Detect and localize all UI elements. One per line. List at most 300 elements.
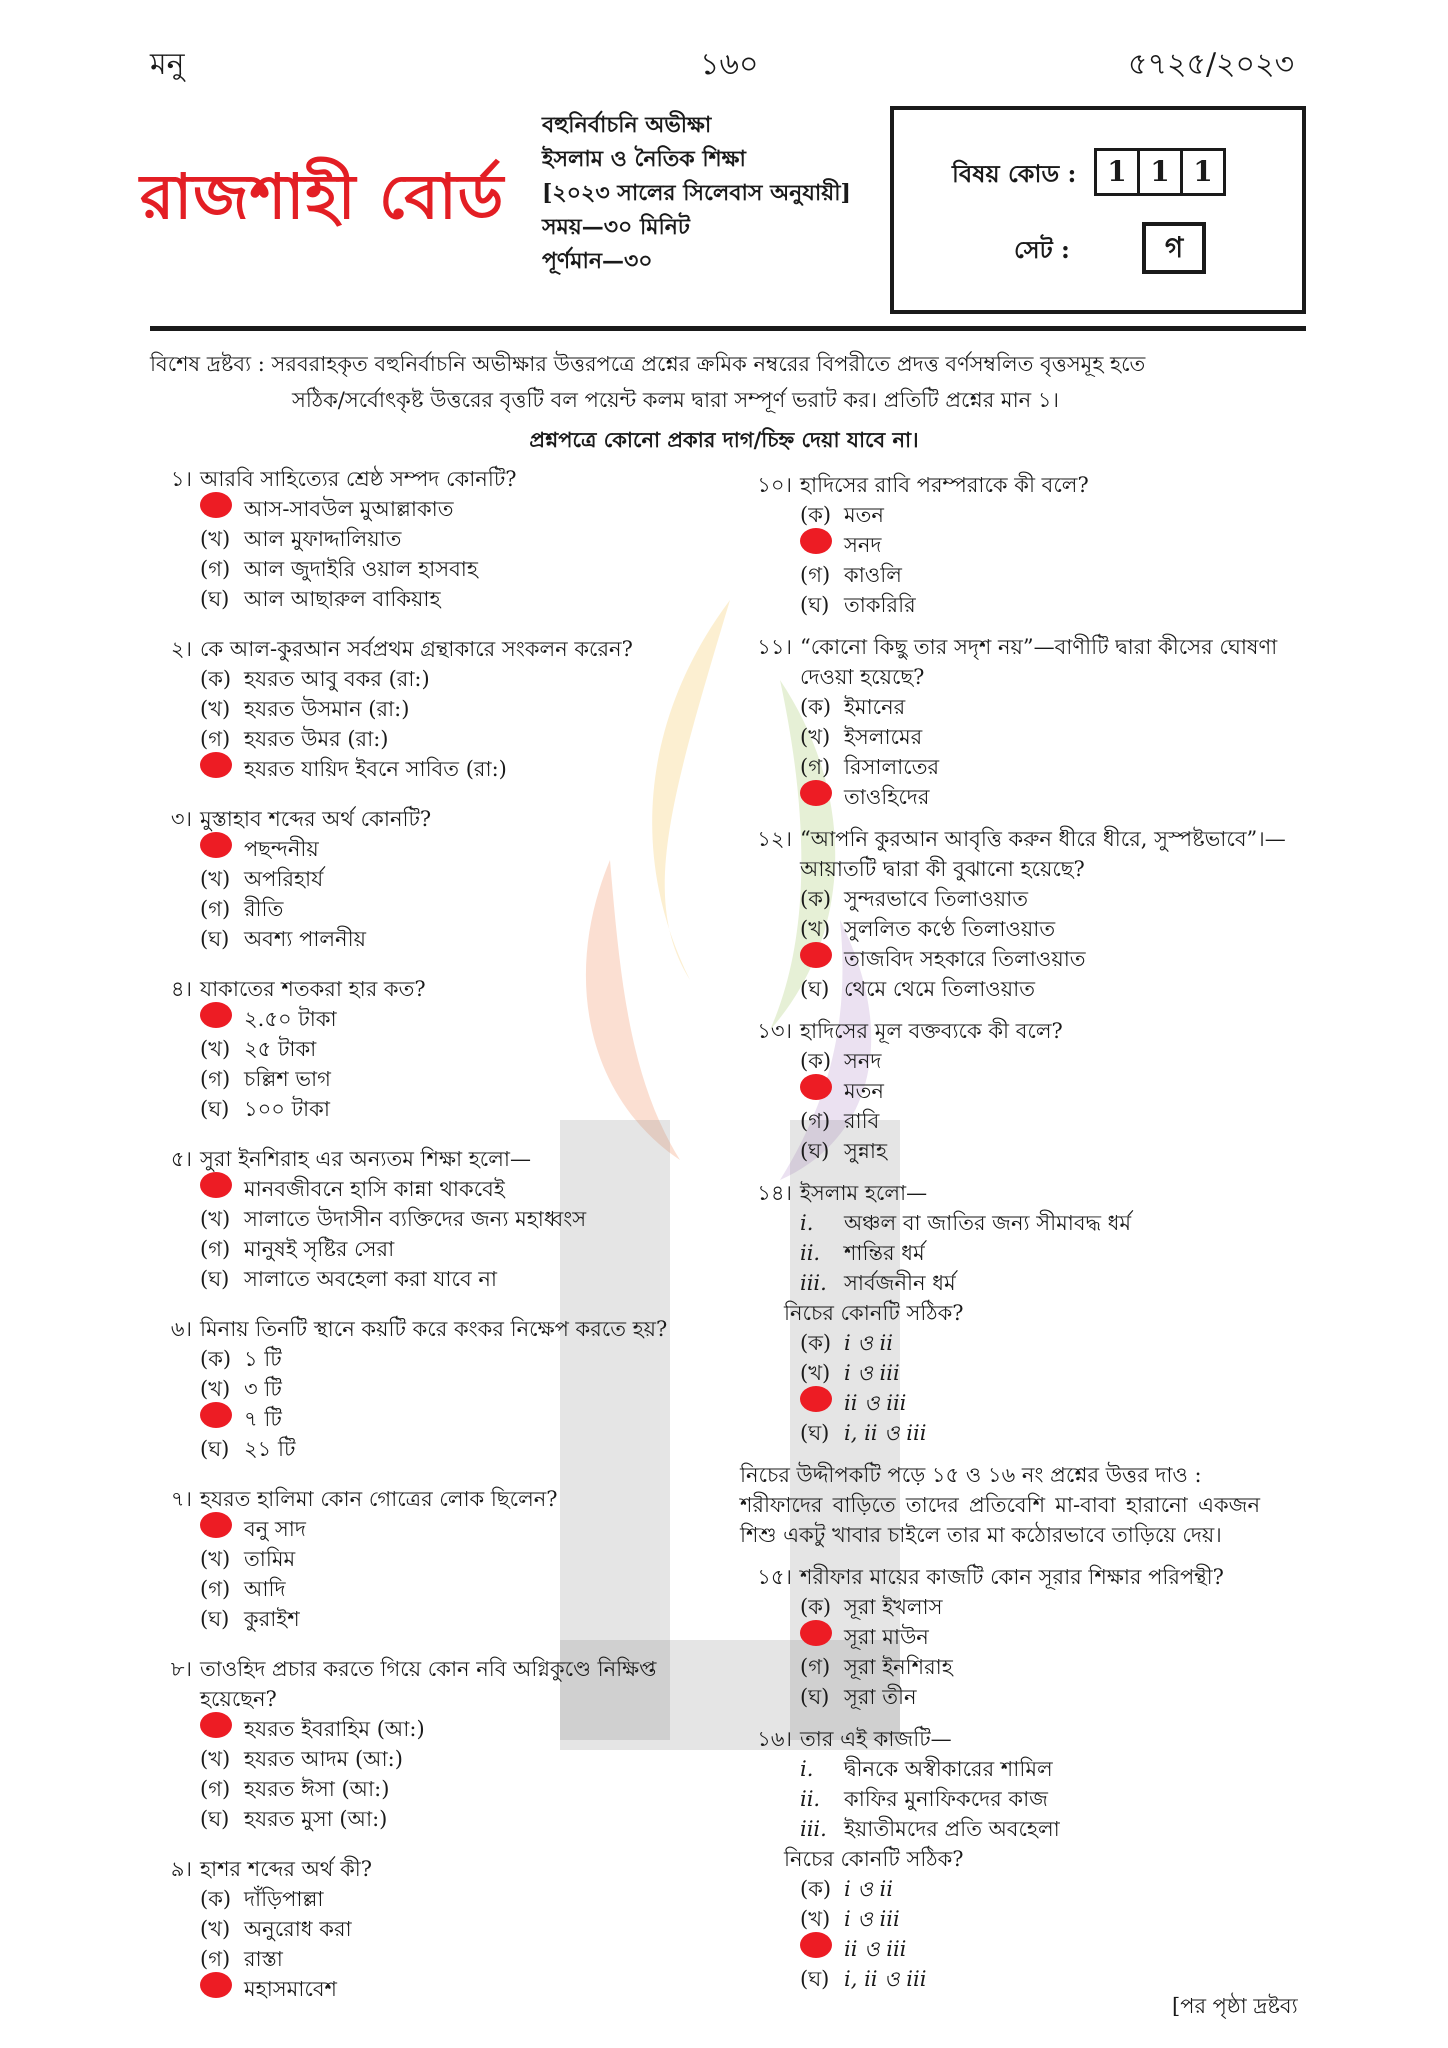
filled-answer-bubble (800, 1074, 844, 1108)
question-number: ১০। (757, 473, 792, 497)
question-number: ২। (170, 637, 192, 661)
question (140, 804, 700, 954)
filled-bubble-icon (200, 1512, 232, 1538)
answer-option (200, 1374, 700, 1404)
option-text: ৭ টি (244, 1407, 282, 1431)
option-text: সূরা তীন (844, 1685, 917, 1709)
answer-option (800, 500, 1320, 530)
question (740, 470, 1320, 620)
question-stem (740, 470, 1320, 500)
statement-numeral: i. (800, 1757, 814, 1781)
question-body (140, 1884, 700, 2004)
option-text: হযরত মুসা (আ:) (244, 1807, 388, 1831)
exam-subject: ইসলাম ও নৈতিক শিক্ষা (542, 146, 746, 172)
option-text: মানবজীবনে হাসি কান্না থাকবেই (244, 1177, 505, 1201)
answer-option (200, 1744, 700, 1774)
option-text: রাস্তা (244, 1947, 283, 1971)
question-text: হাদিসের রাবি পরম্পরাকে কী বলে? (800, 473, 1089, 497)
question-number: ১২। (757, 827, 792, 851)
subject-code-label: বিষয় কোড : (952, 159, 1077, 188)
question (740, 632, 1320, 812)
statement-numeral: ii. (800, 1787, 821, 1811)
question-stem (140, 1854, 700, 1884)
question-number: ৫। (170, 1147, 192, 1171)
answer-option (200, 754, 700, 784)
filled-bubble-icon (800, 780, 832, 806)
option-text: i ও ii (844, 1331, 893, 1355)
question-text: মুস্তাহাব শব্দের অর্থ কোনটি? (200, 807, 432, 831)
option-text: তাওহিদের (844, 785, 930, 809)
answer-option (800, 1592, 1320, 1622)
statement-numeral: ii. (800, 1241, 821, 1265)
option-text: আল মুফাদ্দালিয়াত (244, 527, 402, 551)
option-text: i ও ii (844, 1877, 893, 1901)
option-letter: (খ) (200, 527, 231, 551)
option-text: আল আছারুল বাকিয়াহ (244, 587, 441, 611)
option-text: i, ii ও iii (844, 1421, 927, 1445)
question-body (740, 1208, 1320, 1448)
question (140, 1314, 700, 1464)
answer-option (200, 494, 700, 524)
exam-info (542, 108, 851, 278)
questions-right-column (740, 470, 1320, 1994)
question (740, 1178, 1320, 1448)
answer-option (800, 1904, 1320, 1934)
option-letter: (ক) (800, 1877, 832, 1901)
answer-option (200, 694, 700, 724)
statement-item (800, 1268, 1320, 1298)
option-letter: (ক) (800, 1049, 832, 1073)
option-letter: (খ) (200, 1377, 231, 1401)
answer-option (200, 584, 700, 614)
question-body (740, 1754, 1320, 1994)
option-letter: (খ) (200, 1207, 231, 1231)
answer-option (200, 1064, 700, 1094)
answer-option (200, 1404, 700, 1434)
question-stem (740, 1562, 1320, 1592)
question-stem (140, 1144, 700, 1174)
question-stem (140, 804, 700, 834)
question-stem (740, 1016, 1320, 1046)
question-number: ৯। (170, 1857, 192, 1881)
option-letter: (খ) (200, 1037, 231, 1061)
filled-answer-bubble (200, 1172, 244, 1206)
option-letter: (গ) (800, 1109, 831, 1133)
answer-option (200, 524, 700, 554)
answer-option (200, 1174, 700, 1204)
answer-option (200, 1344, 700, 1374)
filled-bubble-icon (200, 1972, 232, 1998)
question-body (140, 1174, 700, 1294)
answer-option (200, 554, 700, 584)
filled-answer-bubble (200, 1712, 244, 1746)
answer-option (200, 894, 700, 924)
option-text: তামিম (244, 1547, 296, 1571)
option-letter: (খ) (200, 867, 231, 891)
option-letter: (ঘ) (200, 1807, 230, 1831)
answer-option (200, 1544, 700, 1574)
answer-option (200, 1264, 700, 1294)
exam-syllabus: [২০২৩ সালের সিলেবাস অনুযায়ী] (542, 180, 851, 206)
question-text: হাশর শব্দের অর্থ কী? (200, 1857, 373, 1881)
question-number: ১৫। (757, 1565, 792, 1589)
question (140, 974, 700, 1124)
question-body (140, 664, 700, 784)
option-letter: (খ) (200, 1747, 231, 1771)
filled-bubble-icon (200, 492, 232, 518)
statement-item (800, 1814, 1320, 1844)
option-letter: (ক) (800, 503, 832, 527)
filled-bubble-icon (200, 1002, 232, 1028)
answer-option (800, 530, 1320, 560)
option-text: হযরত উমর (রা:) (244, 727, 389, 751)
question-body (140, 1514, 700, 1634)
option-letter: (ঘ) (200, 927, 230, 951)
option-text: হযরত ইবরাহিম (আ:) (244, 1717, 425, 1741)
option-text: সুন্নাহ (844, 1139, 887, 1163)
statement-text: দ্বীনকে অস্বীকারের শামিল (844, 1757, 1053, 1781)
statement-item (800, 1208, 1320, 1238)
exam-full-marks: পূর্ণমান—৩০ (542, 248, 653, 274)
option-letter: (গ) (200, 1577, 231, 1601)
option-text: সূরা ইখলাস (844, 1595, 943, 1619)
question-stem (740, 1178, 1320, 1208)
answer-option (200, 834, 700, 864)
next-page-note: [পর পৃষ্ঠা দ্রষ্টব্য (1172, 1994, 1298, 2018)
option-letter: (খ) (800, 1907, 831, 1931)
answer-option (800, 560, 1320, 590)
answer-option (200, 1094, 700, 1124)
board-title: রাজশাহী বোর্ড (140, 160, 505, 233)
filled-bubble-icon (200, 1172, 232, 1198)
option-letter: (ঘ) (800, 1421, 830, 1445)
question-number: ১৩। (757, 1019, 792, 1043)
statement-text: শান্তির ধর্ম (844, 1241, 925, 1265)
answer-option (200, 1574, 700, 1604)
answer-option (200, 1884, 700, 1914)
question-text: হযরত হালিমা কোন গোত্রের লোক ছিলেন? (200, 1487, 558, 1511)
question (140, 1654, 700, 1834)
answer-option (200, 1434, 700, 1464)
option-letter: (খ) (200, 1547, 231, 1571)
filled-answer-bubble (200, 492, 244, 526)
question-stem (140, 634, 700, 664)
answer-option (800, 1652, 1320, 1682)
statement-text: অঞ্চল বা জাতির জন্য সীমাবদ্ধ ধর্ম (844, 1211, 1132, 1235)
option-text: বনু সাদ (244, 1517, 306, 1541)
option-text: ii ও iii (844, 1937, 907, 1961)
subject-code-digit: 1 (1193, 155, 1213, 188)
filled-answer-bubble (200, 1512, 244, 1546)
statement-item (800, 1754, 1320, 1784)
option-letter: (ক) (800, 1595, 832, 1619)
question-text: মিনায় তিনটি স্থানে কয়টি করে কংকর নিক্ষেপ করতে হয়? (200, 1317, 668, 1341)
option-letter: (গ) (800, 755, 831, 779)
option-text: আদি (244, 1577, 286, 1601)
answer-option (800, 1076, 1320, 1106)
option-text: i ও iii (844, 1907, 900, 1931)
question-stem (740, 632, 1320, 692)
question (140, 1484, 700, 1634)
option-text: সুন্দরভাবে তিলাওয়াত (844, 887, 1028, 911)
answer-option (200, 924, 700, 954)
answer-option (800, 692, 1320, 722)
question-text: ইসলাম হলো— (800, 1181, 928, 1205)
statement-prompt: নিচের কোনটি সঠিক? (784, 1301, 964, 1325)
answer-option (200, 724, 700, 754)
question-text: সুরা ইনশিরাহ এর অন্যতম শিক্ষা হলো— (200, 1147, 531, 1171)
question-text: কে আল-কুরআন সর্বপ্রথম গ্রন্থাকারে সংকলন করেন? (200, 637, 633, 661)
answer-option (200, 1974, 700, 2004)
answer-option (800, 1136, 1320, 1166)
filled-bubble-icon (800, 528, 832, 554)
option-text: মানুষই সৃষ্টির সেরা (244, 1237, 395, 1261)
answer-option (800, 590, 1320, 620)
answer-option (200, 1804, 700, 1834)
question-body (740, 692, 1320, 812)
answer-option (800, 722, 1320, 752)
option-text: তাকরিরি (844, 593, 916, 617)
option-text: রাবি (844, 1109, 880, 1133)
answer-option (800, 1388, 1320, 1418)
question (140, 1854, 700, 2004)
question-text: শরীফার মায়ের কাজটি কোন সূরার শিক্ষার পরিপন্থী? (800, 1565, 1224, 1589)
question-stem (740, 824, 1320, 884)
option-text: পছন্দনীয় (244, 837, 319, 861)
question-text: হাদিসের মূল বক্তব্যকে কী বলে? (800, 1019, 1063, 1043)
filled-answer-bubble (200, 1402, 244, 1436)
option-text: অনুরোধ করা (244, 1917, 352, 1941)
set-label: সেট : (1014, 235, 1070, 264)
question-stem (140, 1484, 700, 1514)
answer-option (800, 1418, 1320, 1448)
answer-option (200, 864, 700, 894)
option-letter: (ঘ) (200, 1097, 230, 1121)
option-letter: (গ) (200, 1777, 231, 1801)
answer-option (800, 1046, 1320, 1076)
answer-option (200, 1714, 700, 1744)
question (140, 464, 700, 614)
filled-bubble-icon (800, 1932, 832, 1958)
option-text: তাজবিদ সহকারে তিলাওয়াত (844, 947, 1086, 971)
instructions (150, 346, 1306, 418)
answer-option (200, 1604, 700, 1634)
option-text: হযরত আবু বকর (রা:) (244, 667, 430, 691)
questions-left-column (140, 464, 700, 2004)
option-letter: (ঘ) (200, 1267, 230, 1291)
option-text: মতন (844, 503, 884, 527)
option-text: ২৫ টাকা (244, 1037, 317, 1061)
exam-time: সময়—৩০ মিনিট (542, 214, 690, 240)
option-text: আস-সাবউল মুআল্লাকাত (244, 497, 454, 521)
option-text: অপরিহার্য (244, 867, 324, 891)
question (740, 1016, 1320, 1166)
option-text: কাওলি (844, 563, 902, 587)
option-text: রিসালাতের (844, 755, 940, 779)
option-text: হযরত ঈসা (আ:) (244, 1777, 390, 1801)
option-letter: (খ) (200, 697, 231, 721)
option-text: ২.৫০ টাকা (244, 1007, 337, 1031)
option-text: রীতি (244, 897, 284, 921)
answer-option (800, 1682, 1320, 1712)
question-stem (140, 1654, 700, 1714)
option-letter: (খ) (200, 1917, 231, 1941)
stimulus-text: শরীফাদের বাড়িতে তাদের প্রতিবেশি মা-বাবা হারানো একজন শিশু একটু খাবার চাইলে তার মা কঠোরভাবে তাড়িয়ে দেয়। (740, 1493, 1260, 1547)
statement-numeral: i. (800, 1211, 814, 1235)
subject-code-box (890, 106, 1306, 314)
answer-option (800, 782, 1320, 812)
option-letter: (ঘ) (800, 1967, 830, 1991)
filled-answer-bubble (800, 1932, 844, 1966)
option-letter: (ঘ) (200, 587, 230, 611)
option-text: সুললিত কণ্ঠে তিলাওয়াত (844, 917, 1056, 941)
question-text: তাওহিদ প্রচার করতে গিয়ে কোন নবি অগ্নিকুণ্ডে নিক্ষিপ্ত হয়েছেন? (200, 1657, 657, 1711)
option-text: সনদ (844, 1049, 882, 1073)
question-number: ১১। (757, 635, 792, 659)
answer-option (800, 752, 1320, 782)
answer-option (200, 1944, 700, 1974)
no-marks-warning: প্রশ্নপত্রে কোনো প্রকার দাগ/চিহ্ন দেয়া যাবে না। (529, 427, 919, 452)
filled-bubble-icon (200, 832, 232, 858)
option-letter: (গ) (200, 1947, 231, 1971)
option-text: সালাতে অবহেলা করা যাবে না (244, 1267, 497, 1291)
option-text: সূরা ইনশিরাহ (844, 1655, 953, 1679)
question-number: ১৪। (757, 1181, 792, 1205)
statement-item (800, 1784, 1320, 1814)
filled-answer-bubble (800, 942, 844, 976)
answer-option (800, 1106, 1320, 1136)
question (740, 824, 1320, 1004)
question-number: ৩। (170, 807, 192, 831)
option-letter: (গ) (800, 1655, 831, 1679)
question-body (740, 1592, 1320, 1712)
question-number: ৭। (170, 1487, 192, 1511)
question-body (140, 834, 700, 954)
statement-text: কাফির মুনাফিকদের কাজ (844, 1787, 1048, 1811)
option-text: থেমে থেমে তিলাওয়াত (844, 977, 1035, 1001)
question-body (740, 1046, 1320, 1166)
option-letter: (ঘ) (800, 1685, 830, 1709)
option-text: অবশ্য পালনীয় (244, 927, 366, 951)
filled-answer-bubble (200, 832, 244, 866)
subject-code-digit: 1 (1097, 151, 1140, 193)
answer-option (200, 1514, 700, 1544)
question-stem (140, 464, 700, 494)
answer-option (200, 1004, 700, 1034)
question-number: ৮। (170, 1657, 192, 1681)
option-text: সূরা মাউন (844, 1625, 929, 1649)
question (740, 1562, 1320, 1712)
stimulus-intro: নিচের উদ্দীপকটি পড়ে ১৫ ও ১৬ নং প্রশ্নের উত্তর দাও : (740, 1463, 1202, 1487)
option-letter: (খ) (800, 917, 831, 941)
instructions-line-1: বিশেষ দ্রষ্টব্য : সরবরাহকৃত বহুনির্বাচনি অভীক্ষার উত্তরপত্রে প্রশ্নের ক্রমিক নম্বরের বিপরীতে প্রদত্ত বর্ণসম্বলিত বৃত্তসমূহ হতে (150, 352, 1146, 376)
option-letter: (গ) (200, 897, 231, 921)
subject-code-digits (1094, 148, 1226, 196)
option-text: হযরত আদম (আ:) (244, 1747, 403, 1771)
statement-prompt: নিচের কোনটি সঠিক? (784, 1847, 964, 1871)
filled-bubble-icon (800, 1386, 832, 1412)
option-letter: (ঘ) (800, 977, 830, 1001)
option-letter: (ক) (800, 695, 832, 719)
filled-bubble-icon (800, 1074, 832, 1100)
option-text: সালাতে উদাসীন ব্যক্তিদের জন্য মহাধ্বংস (244, 1207, 587, 1231)
option-text: i, ii ও iii (844, 1967, 927, 1991)
filled-bubble-icon (200, 1712, 232, 1738)
option-text: মহাসমাবেশ (244, 1977, 337, 2001)
answer-option (800, 1934, 1320, 1964)
option-letter: (ঘ) (200, 1607, 230, 1631)
option-text: ইসলামের (844, 725, 923, 749)
option-letter: (ঘ) (800, 1139, 830, 1163)
question-number: ৪। (170, 977, 192, 1001)
question-text: “কোনো কিছু তার সদৃশ নয়”—বাণীটি দ্বারা কীসের ঘোষণা দেওয়া হয়েছে? (800, 635, 1278, 689)
document-reference: ৫৭২৫/২০২৩ (1128, 47, 1295, 82)
question-text: তার এই কাজটি— (800, 1727, 952, 1751)
subject-code-digit: 1 (1140, 151, 1183, 193)
filled-answer-bubble (800, 1386, 844, 1420)
instructions-line-2: সঠিক/সর্বোৎকৃষ্ট উত্তরের বৃত্তটি বল পয়েন্ট কলম দ্বারা সম্পূর্ণ ভরাট কর। প্রতিটি প্রশ্নের মান ১। (292, 388, 1060, 412)
exam-type: বহুনির্বাচনি অভীক্ষা (542, 112, 712, 138)
statement-item (800, 1238, 1320, 1268)
question-body (140, 494, 700, 614)
answer-option (800, 1328, 1320, 1358)
option-text: দাঁড়িপাল্লা (244, 1887, 324, 1911)
page-number: ১৬০ (700, 47, 759, 82)
option-letter: (ঘ) (200, 1437, 230, 1461)
option-text: চল্লিশ ভাগ (244, 1067, 331, 1091)
option-text: ২১ টি (244, 1437, 296, 1461)
option-letter: (ক) (200, 1347, 232, 1371)
question-number: ৬। (170, 1317, 192, 1341)
answer-option (200, 1774, 700, 1804)
option-text: i ও iii (844, 1361, 900, 1385)
statement-text: ইয়াতীমদের প্রতি অবহেলা (844, 1817, 1060, 1841)
question-stem (140, 974, 700, 1004)
option-letter: (ক) (800, 1331, 832, 1355)
option-letter: (গ) (200, 557, 231, 581)
question-body (740, 500, 1320, 620)
question-text: যাকাতের শতকরা হার কত? (200, 977, 426, 1001)
option-text: ১ টি (244, 1347, 282, 1371)
filled-answer-bubble (800, 780, 844, 814)
answer-option (800, 914, 1320, 944)
filled-bubble-icon (200, 1402, 232, 1428)
header-divider (150, 326, 1306, 331)
statement-text: সার্বজনীন ধর্ম (844, 1271, 956, 1295)
option-text: হযরত উসমান (রা:) (244, 697, 410, 721)
answer-option (800, 1358, 1320, 1388)
filled-answer-bubble (200, 752, 244, 786)
option-text: হযরত যায়িদ ইবনে সাবিত (রা:) (244, 757, 507, 781)
option-letter: (খ) (800, 725, 831, 749)
left-mark: মনু (150, 47, 185, 82)
question-body (140, 1004, 700, 1124)
statement-numeral: iii. (800, 1817, 827, 1841)
answer-option (800, 944, 1320, 974)
option-text: কুরাইশ (244, 1607, 300, 1631)
answer-option (800, 974, 1320, 1004)
option-text: মতন (844, 1079, 884, 1103)
answer-option (200, 1034, 700, 1064)
question-stem (140, 1314, 700, 1344)
question-number: ১। (170, 467, 192, 491)
question-stem (740, 1724, 1320, 1754)
option-text: ii ও iii (844, 1391, 907, 1415)
question-body (140, 1344, 700, 1464)
filled-answer-bubble (800, 1620, 844, 1654)
filled-bubble-icon (800, 1620, 832, 1646)
question-body (140, 1714, 700, 1834)
